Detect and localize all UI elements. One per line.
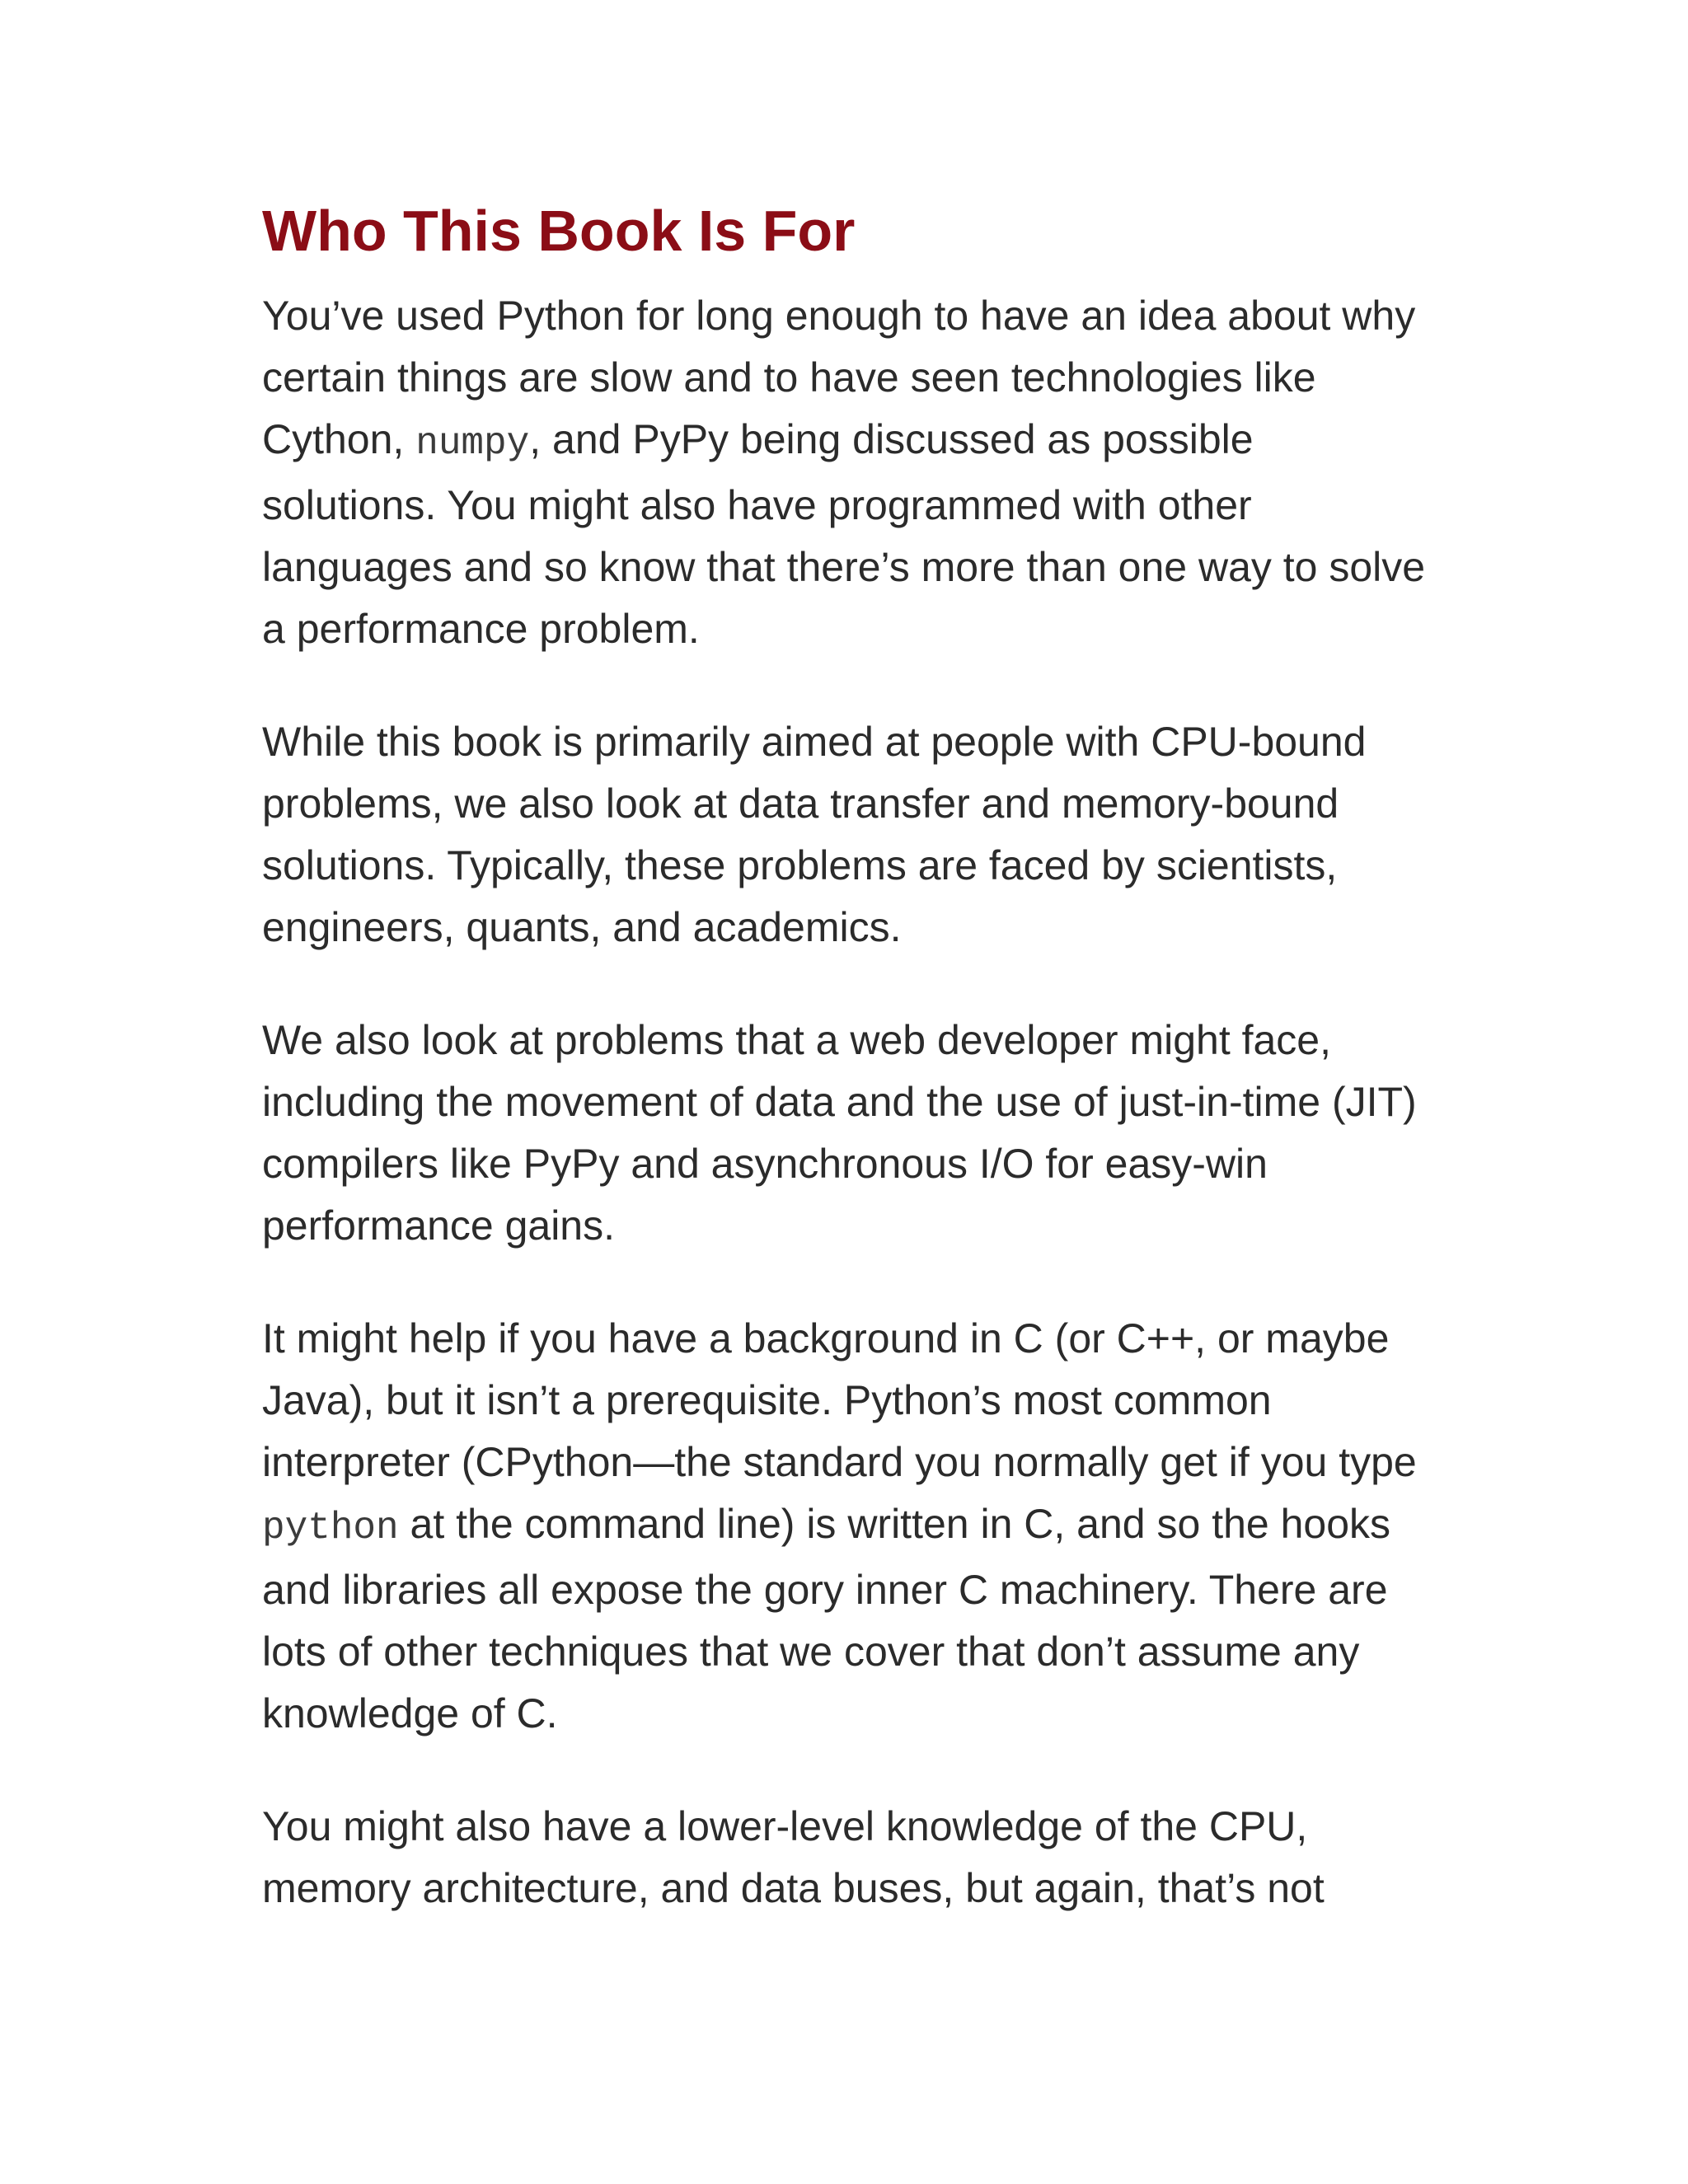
paragraph-4-text-after-code: at the command line) is written in C, and so the hooks and libraries all expose the gory inner C machinery. There are lots of other techniques that we cover that don’t assume any knowledge of C.: [262, 1501, 1391, 1736]
paragraph-4-text-before-code: It might help if you have a background in C (or C++, or maybe Java), but it isn’t a prerequisite. Python’s most common interpreter (CPython—the standard you normally get if you type: [262, 1315, 1417, 1485]
paragraph-4: [262, 1308, 1432, 1745]
paragraph-1-text-before-code: You’ve used Python for long enough to have an idea about why certain things are slow and to have seen technologies like Cython,: [262, 293, 1416, 462]
paragraph-2: While this book is primarily aimed at people with CPU-bound problems, we also look at data transfer and memory-bound solutions. Typically, these problems are faced by scientists, engineers, quants, and academics.: [262, 719, 1367, 950]
paragraph-1: [262, 285, 1432, 660]
document-page: [262, 196, 1432, 1919]
paragraph-3: We also look at problems that a web developer might face, including the movement of data and the use of just-in-time (JIT) compilers like PyPy and asynchronous I/O for easy-win performance gains.: [262, 1017, 1417, 1249]
paragraph-5: You might also have a lower-level knowledge of the CPU, memory architecture, and data buses, but again, that’s not: [262, 1803, 1325, 1911]
section-title: Who This Book Is For: [262, 199, 856, 263]
paragraph-1-text-after-code: , and PyPy being discussed as possible solutions. You might also have programmed with other languages and so know that there’s more than one way to solve a performance problem.: [262, 416, 1426, 652]
python-code: python: [262, 1507, 399, 1549]
numpy-code: numpy: [415, 422, 530, 465]
